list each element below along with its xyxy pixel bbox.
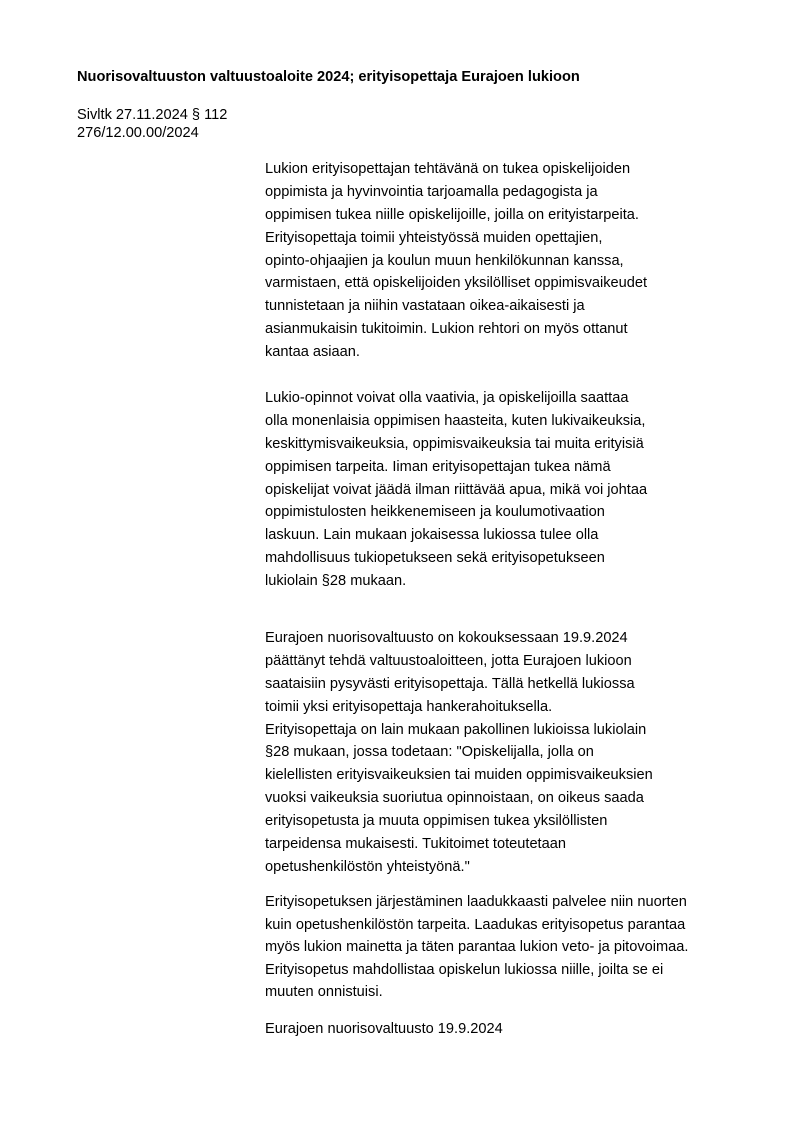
text-line: varmistaen, että opiskelijoiden yksilölliset oppimisvaikeudet — [265, 275, 648, 292]
text-line: oppimistulosten heikkenemiseen ja koulumotivaation — [265, 504, 605, 521]
text-line: vuoksi vaikeuksia suoriutua opinnoistaan, on oikeus saada — [265, 790, 644, 807]
text-line: §28 mukaan, jossa todetaan: "Opiskelijalla, jolla on — [265, 744, 594, 761]
paragraph-4 — [265, 891, 745, 1004]
paragraph-2 — [265, 387, 745, 593]
paragraph-3 — [265, 627, 745, 879]
text-line: päättänyt tehdä valtuustoaloitteen, jotta Eurajoen lukioon — [265, 652, 632, 669]
text-line: tarpeidensa mukaisesti. Tukitoimet toteutetaan — [265, 836, 566, 853]
text-line: lukiolain §28 mukaan. — [265, 573, 407, 590]
text-line: saataisiin pysyvästi erityisopettaja. Tällä hetkellä lukiossa — [265, 675, 635, 692]
text-line: Erityisopetuksen järjestäminen laadukkaasti palvelee niin nuorten — [265, 894, 687, 910]
reference-block — [77, 106, 227, 142]
diary-number: 276/12.00.00/2024 — [77, 125, 199, 141]
text-line: laskuun. Lain mukaan jokaisessa lukiossa tulee olla — [265, 527, 599, 544]
text-line: muuten onnistuisi. — [265, 984, 383, 1000]
text-line: olla monenlaisia oppimisen haasteita, kuten lukivaikeuksia, — [265, 412, 646, 429]
text-line: Lukio-opinnot voivat olla vaativia, ja opiskelijoilla saattaa — [265, 390, 629, 406]
text-line: mahdollisuus tukiopetukseen sekä erityisopetukseen — [265, 550, 605, 567]
paragraph-1 — [265, 158, 745, 364]
text-line: myös lukion mainetta ja täten parantaa lukion veto- ja pitovoimaa. — [265, 939, 689, 955]
text-line: kielellisten erityisvaikeuksien tai muiden oppimisvaikeuksien — [265, 767, 653, 784]
document-title: Nuorisovaltuuston valtuustoaloite 2024; erityisopettaja Eurajoen lukioon — [77, 69, 580, 85]
text-line: oppimista ja hyvinvointia tarjoamalla pedagogista ja — [265, 183, 598, 200]
text-line: Lukion erityisopettajan tehtävänä on tukea opiskelijoiden — [265, 161, 631, 177]
text-line: kantaa asiaan. — [265, 344, 360, 361]
text-line: Erityisopettaja toimii yhteistyössä muiden opettajien, — [265, 229, 603, 246]
text-line: Eurajoen nuorisovaltuusto on kokouksessaan 19.9.2024 — [265, 630, 628, 646]
text-line: opiskelijat voivat jäädä ilman riittävää apua, mikä voi johtaa — [265, 481, 648, 498]
text-line: opinto-ohjaajien ja koulun muun henkilökunnan kanssa, — [265, 252, 624, 269]
text-line: opetushenkilöstön yhteistyönä." — [265, 858, 470, 875]
meeting-reference: Sivltk 27.11.2024 § 112 — [77, 107, 228, 123]
text-line: keskittymisvaikeuksia, oppimisvaikeuksia tai muita erityisiä — [265, 435, 644, 452]
text-line: Eurajoen nuorisovaltuusto 19.9.2024 — [265, 1021, 503, 1037]
text-line: toimii yksi erityisopettaja hankerahoituksella. — [265, 698, 553, 715]
text-line: oppimisen tarpeita. Iiman erityisopettajan tukea nämä — [265, 458, 611, 475]
text-line: erityisopetusta ja muuta oppimisen tukea yksilöllisten — [265, 813, 608, 830]
text-line: oppimisen tukea niille opiskelijoille, joilla on erityistarpeita. — [265, 206, 639, 223]
text-line: Erityisopettaja on lain mukaan pakollinen lukioissa lukiolain — [265, 721, 647, 738]
text-line: Erityisopetus mahdollistaa opiskelun lukiossa niille, joilta se ei — [265, 961, 664, 978]
text-line: asianmukaisin tukitoimin. Lukion rehtori on myös ottanut — [265, 321, 628, 338]
signature-line — [265, 1018, 745, 1041]
text-line: tunnistetaan ja niihin vastataan oikea-aikaisesti ja — [265, 298, 585, 315]
text-line: kuin opetushenkilöstön tarpeita. Laadukas erityisopetus parantaa — [265, 916, 686, 933]
